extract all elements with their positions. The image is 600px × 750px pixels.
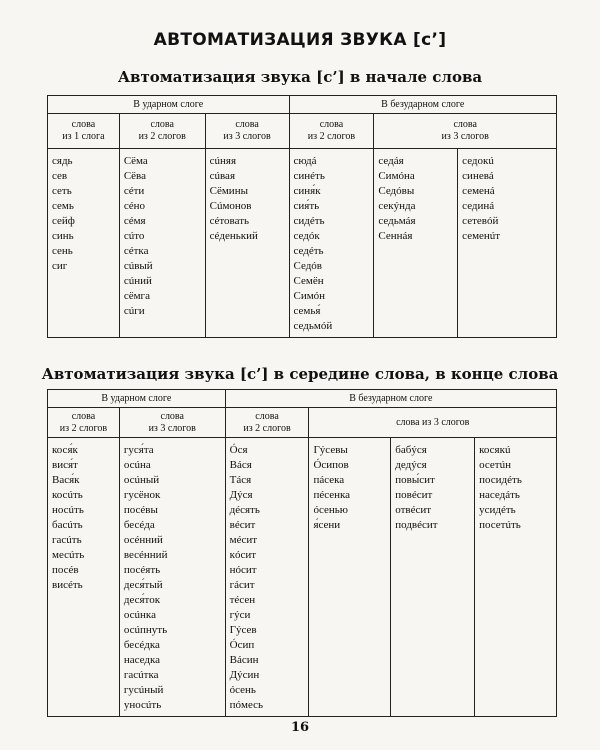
word-item: седокú [462, 155, 494, 167]
word-column [458, 149, 557, 338]
word-item: повéсит [395, 489, 433, 501]
word-item: сюдá [293, 155, 317, 167]
word-item: пéсенка [313, 489, 351, 501]
word-item: семенúт [462, 230, 501, 242]
word-item: сетевóй [462, 215, 499, 227]
word-item: гуся́та [123, 444, 154, 456]
word-item: осетúн [479, 459, 511, 471]
word-item: Сёмины [209, 185, 248, 197]
word-column [205, 149, 289, 338]
word-item: седáя [378, 155, 404, 167]
word-item: осúный [123, 474, 160, 486]
word-item: Вáся [229, 459, 252, 471]
word-item: сéно [123, 200, 145, 212]
word-item: посетúть [479, 519, 521, 531]
word-column [289, 149, 374, 338]
word-item: седóк [293, 230, 320, 242]
word-item: усидéть [479, 504, 516, 516]
word-item: Седóвы [378, 185, 415, 197]
word-item: гасúтка [123, 669, 159, 681]
word-item: óсенью [313, 504, 348, 516]
word-item: сиг [52, 260, 68, 272]
word-item: посидéть [479, 474, 522, 486]
table-middle-end-of-word [47, 389, 557, 717]
word-item: семь [52, 200, 74, 212]
word-item: косúть [52, 489, 83, 501]
word-item: Дýся [229, 489, 253, 501]
word-item: сень [52, 245, 73, 257]
word-column [119, 149, 205, 338]
word-item: сёмга [123, 290, 150, 302]
word-item: нóсит [229, 564, 257, 576]
word-item: вися́т [52, 459, 78, 471]
word-item: косякú [479, 444, 511, 456]
word-item: сéти [123, 185, 145, 197]
stressed-header: В ударном слоге [48, 96, 290, 114]
column-header: слова из 2 слогов [225, 408, 309, 438]
word-item: уносúть [123, 699, 162, 711]
word-item: дéсять [229, 504, 260, 516]
page-title: АВТОМАТИЗАЦИЯ ЗВУКА [с’] [153, 30, 447, 50]
word-item: Семён [293, 275, 324, 287]
word-item: Вáсин [229, 654, 259, 666]
word-item: висéть [52, 579, 83, 591]
word-item: гусúный [123, 684, 164, 696]
section-2-title: Автоматизация звука [с’] в середине слова, в конце слова [41, 365, 559, 383]
column-header: слова из 3 слогов [205, 114, 289, 149]
column-header: слова из 3 слогов [309, 408, 557, 438]
page-number: 16 [290, 720, 310, 735]
word-item: Симóн [293, 290, 326, 302]
word-item: Óся [229, 444, 248, 456]
word-item: отвéсит [395, 504, 432, 516]
word-item: мéсит [229, 534, 258, 546]
word-item: Дýсин [229, 669, 260, 681]
word-item: синéть [293, 170, 325, 182]
word-item: посéв [52, 564, 79, 576]
word-item: Сёма [123, 155, 148, 167]
unstressed-header: В безударном слоге [225, 390, 556, 408]
word-item: осúна [123, 459, 151, 471]
word-item: Óсип [229, 639, 255, 651]
word-item: подвéсит [395, 519, 438, 531]
word-item: осúнка [123, 609, 156, 621]
word-item: сúвый [123, 260, 153, 272]
word-column [309, 438, 391, 717]
word-item: пóмесь [229, 699, 264, 711]
word-item: сейф [52, 215, 75, 227]
word-item: Седóв [293, 260, 322, 272]
word-item: сединá [462, 200, 495, 212]
word-item: сеть [52, 185, 72, 197]
word-item: бесéда [123, 519, 155, 531]
word-item: сéмя [123, 215, 146, 227]
word-item: гасúть [52, 534, 82, 546]
word-item: сидéть [293, 215, 325, 227]
word-item: сúто [123, 230, 145, 242]
table-start-of-word [47, 95, 557, 338]
word-item: сúги [123, 305, 145, 317]
word-item: седéть [293, 245, 324, 257]
word-item: сéтка [123, 245, 149, 257]
word-item: бабýся [395, 444, 427, 456]
word-item: Сúмонов [209, 200, 252, 212]
word-item: сúвая [209, 170, 235, 182]
section-1-title: Автоматизация звука [с’] в начале слова [117, 68, 483, 86]
word-item: сéденький [209, 230, 258, 242]
word-item: осéнний [123, 534, 163, 546]
word-item: сúний [123, 275, 152, 287]
word-column [225, 438, 309, 717]
word-item: наседáть [479, 489, 520, 501]
word-item: наседка [123, 654, 161, 666]
word-item: Вася́к [52, 474, 80, 486]
word-item: синь [52, 230, 74, 242]
word-item: сев [52, 170, 68, 182]
word-column [391, 438, 475, 717]
word-item: сия́ть [293, 200, 320, 212]
word-item: месúть [52, 549, 85, 561]
column-header: слова из 2 слогов [289, 114, 374, 149]
word-item: седьмóй [293, 320, 333, 332]
word-item: гýси [229, 609, 251, 621]
word-item: тéсен [229, 594, 256, 606]
word-item: гусёнок [123, 489, 161, 501]
word-item: секýнда [378, 200, 416, 212]
word-item: басúть [52, 519, 83, 531]
word-item: посéять [123, 564, 161, 576]
word-item: Сёва [123, 170, 146, 182]
word-item: Тáся [229, 474, 252, 486]
word-column [475, 438, 557, 717]
word-column [119, 438, 225, 717]
word-item: семья́ [293, 305, 321, 317]
word-column [48, 438, 120, 717]
word-item: кóсит [229, 549, 257, 561]
word-item: деся́тый [123, 579, 163, 591]
word-item: седьмáя [378, 215, 416, 227]
word-item: Сеннáя [378, 230, 413, 242]
word-item: посéвы [123, 504, 158, 516]
word-item: Óсипов [313, 459, 349, 471]
word-item: семенá [462, 185, 495, 197]
word-item: носúть [52, 504, 84, 516]
word-item: весéнний [123, 549, 168, 561]
word-item: повы́сит [395, 474, 435, 486]
word-item: бесéдка [123, 639, 160, 651]
word-item: Симóна [378, 170, 415, 182]
word-column [374, 149, 458, 338]
column-header: слова из 3 слогов [374, 114, 557, 149]
unstressed-header: В безударном слоге [289, 96, 557, 114]
word-item: Гýсев [229, 624, 257, 636]
column-header: слова из 1 слога [48, 114, 120, 149]
column-header: слова из 3 слогов [119, 408, 225, 438]
word-item: синевá [462, 170, 494, 182]
word-item: сúняя [209, 155, 237, 167]
word-column [48, 149, 120, 338]
word-item: кося́к [52, 444, 78, 456]
word-item: сядь [52, 155, 73, 167]
word-item: вéсит [229, 519, 256, 531]
word-item: деся́ток [123, 594, 161, 606]
word-item: дедýся [395, 459, 427, 471]
word-item: óсень [229, 684, 256, 696]
word-item: Гýсевы [313, 444, 348, 456]
word-item: гáсит [229, 579, 255, 591]
column-header: слова из 2 слогов [48, 408, 120, 438]
word-item: осúпнуть [123, 624, 168, 636]
word-item: сéтовать [209, 215, 250, 227]
stressed-header: В ударном слоге [48, 390, 226, 408]
word-item: пáсека [313, 474, 345, 486]
column-header: слова из 2 слогов [119, 114, 205, 149]
word-item: я́сени [313, 519, 341, 531]
word-item: синя́к [293, 185, 321, 197]
